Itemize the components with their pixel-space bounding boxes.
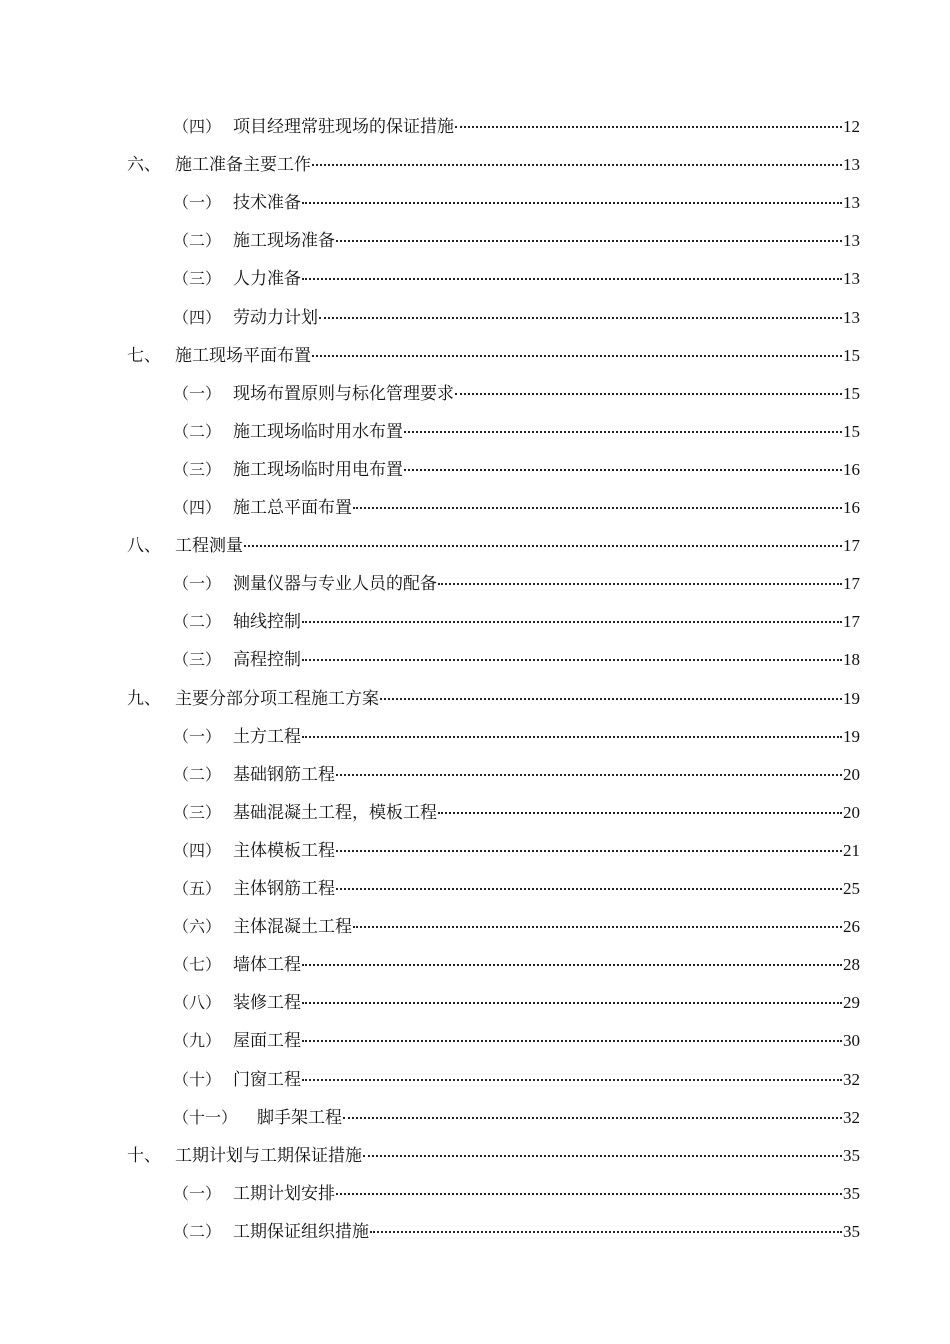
toc-entry-title: 脚手架工程 (257, 1108, 342, 1128)
toc-entry-page-number: 12 (843, 117, 860, 136)
toc-entry-number: （二） (173, 231, 222, 250)
toc-entry-page-number: 20 (843, 765, 860, 784)
toc-entry-number: 十、 (127, 1146, 161, 1166)
toc-entry-title: 墙体工程 (233, 955, 301, 975)
dot-leader (302, 1040, 842, 1042)
toc-section-entry[interactable] (173, 381, 860, 407)
toc-section-entry[interactable] (173, 266, 860, 292)
dot-leader (343, 1117, 842, 1119)
toc-section-entry[interactable] (173, 952, 860, 978)
toc-entry-page-number: 35 (843, 1184, 860, 1203)
toc-section-entry[interactable] (173, 762, 860, 788)
toc-entry-page-number: 13 (843, 193, 860, 212)
dot-leader (244, 545, 842, 547)
toc-section-entry[interactable] (173, 1067, 860, 1093)
toc-entry-page-number: 16 (843, 498, 860, 517)
toc-entry-title: 基础混凝土工程，模板工程 (233, 803, 437, 823)
dot-leader (302, 278, 842, 280)
dot-leader (302, 202, 842, 204)
toc-entry-title: 施工现场临时用电布置 (233, 460, 403, 480)
toc-entry-title: 装修工程 (233, 993, 301, 1013)
dot-leader (370, 1231, 842, 1233)
toc-entry-number: （三） (173, 803, 222, 822)
dot-leader (302, 736, 842, 738)
toc-section-entry[interactable] (173, 800, 860, 826)
toc-chapter-entry[interactable] (127, 686, 860, 712)
toc-entry-page-number: 35 (843, 1146, 860, 1165)
toc-entry-title: 高程控制 (233, 650, 301, 670)
toc-entry-title: 施工现场临时用水布置 (233, 422, 403, 442)
toc-section-entry[interactable] (173, 838, 860, 864)
toc-chapter-entry[interactable] (127, 533, 860, 559)
toc-entry-title: 施工总平面布置 (233, 498, 352, 518)
toc-section-entry[interactable] (173, 876, 860, 902)
toc-entry-page-number: 32 (843, 1070, 860, 1089)
toc-entry-title: 主要分部分项工程施工方案 (175, 689, 379, 709)
toc-entry-title: 土方工程 (233, 727, 301, 747)
toc-section-entry[interactable] (173, 114, 860, 140)
dot-leader (336, 1193, 842, 1195)
toc-section-entry[interactable] (173, 190, 860, 216)
toc-entry-page-number: 13 (843, 155, 860, 174)
toc-section-entry[interactable] (173, 1028, 860, 1054)
toc-entry-page-number: 18 (843, 650, 860, 669)
toc-section-entry[interactable] (173, 495, 860, 521)
toc-entry-title: 劳动力计划 (233, 308, 318, 328)
dot-leader (336, 774, 842, 776)
dot-leader (302, 621, 842, 623)
dot-leader (353, 926, 842, 928)
dot-leader (404, 469, 842, 471)
toc-entry-number: （四） (173, 498, 222, 517)
toc-entry-title: 施工准备主要工作 (175, 155, 311, 175)
toc-entry-title: 现场布置原则与标化管理要求 (233, 384, 454, 404)
toc-entry-number: （十） (173, 1070, 222, 1089)
dot-leader (336, 888, 842, 890)
dot-leader (336, 240, 842, 242)
dot-leader (363, 1155, 842, 1157)
toc-entry-number: （四） (173, 117, 222, 136)
toc-entry-number: （十一） (173, 1108, 238, 1127)
toc-entry-number: （三） (173, 650, 222, 669)
toc-entry-number: 七、 (127, 346, 161, 366)
toc-entry-number: （一） (173, 193, 222, 212)
toc-entry-page-number: 35 (843, 1222, 860, 1241)
toc-section-entry[interactable] (173, 1219, 860, 1245)
dot-leader (302, 964, 842, 966)
toc-chapter-entry[interactable] (127, 152, 860, 178)
toc-section-entry[interactable] (173, 724, 860, 750)
toc-entry-page-number: 29 (843, 993, 860, 1012)
toc-section-entry[interactable] (173, 419, 860, 445)
dot-leader (302, 1079, 842, 1081)
toc-entry-title: 门窗工程 (233, 1070, 301, 1090)
dot-leader (438, 812, 842, 814)
toc-entry-title: 测量仪器与专业人员的配备 (233, 574, 437, 594)
toc-entry-page-number: 16 (843, 460, 860, 479)
toc-entry-number: （三） (173, 460, 222, 479)
dot-leader (336, 850, 842, 852)
toc-entry-number: （三） (173, 269, 222, 288)
toc-entry-number: （八） (173, 993, 222, 1012)
toc-entry-title: 工程测量 (175, 536, 243, 556)
toc-entry-number: （五） (173, 879, 222, 898)
toc-entry-number: （一） (173, 574, 222, 593)
dot-leader (319, 317, 842, 319)
toc-entry-title: 屋面工程 (233, 1031, 301, 1051)
toc-section-entry[interactable] (173, 1105, 860, 1131)
toc-entry-title: 主体模板工程 (233, 841, 335, 861)
toc-entry-title: 项目经理常驻现场的保证措施 (233, 117, 454, 137)
toc-entry-page-number: 17 (843, 574, 860, 593)
toc-entry-page-number: 19 (843, 689, 860, 708)
toc-entry-title: 施工现场平面布置 (175, 346, 311, 366)
toc-entry-page-number: 32 (843, 1108, 860, 1127)
toc-entry-number: 八、 (127, 536, 161, 556)
toc-entry-number: （一） (173, 727, 222, 746)
dot-leader (312, 355, 842, 357)
toc-entry-page-number: 15 (843, 346, 860, 365)
toc-section-entry[interactable] (173, 1181, 860, 1207)
toc-entry-title: 轴线控制 (233, 612, 301, 632)
dot-leader (302, 659, 842, 661)
dot-leader (455, 126, 842, 128)
toc-entry-page-number: 17 (843, 536, 860, 555)
toc-entry-title: 技术准备 (233, 193, 301, 213)
toc-entry-title: 施工现场准备 (233, 231, 335, 251)
toc-entry-number: （二） (173, 612, 222, 631)
dot-leader (455, 393, 842, 395)
dot-leader (404, 431, 842, 433)
toc-entry-number: （四） (173, 841, 222, 860)
toc-entry-title: 工期保证组织措施 (233, 1222, 369, 1242)
toc-entry-page-number: 21 (843, 841, 860, 860)
toc-entry-page-number: 20 (843, 803, 860, 822)
toc-entry-page-number: 17 (843, 612, 860, 631)
toc-entry-page-number: 15 (843, 384, 860, 403)
toc-entry-number: （二） (173, 422, 222, 441)
dot-leader (312, 164, 842, 166)
toc-entry-page-number: 26 (843, 917, 860, 936)
dot-leader (380, 698, 842, 700)
toc-entry-number: 九、 (127, 689, 161, 709)
toc-entry-page-number: 15 (843, 422, 860, 441)
toc-chapter-entry[interactable] (127, 1143, 860, 1169)
toc-entry-number: （六） (173, 917, 222, 936)
toc-entry-page-number: 30 (843, 1031, 860, 1050)
toc-entry-number: （二） (173, 1222, 222, 1241)
toc-entry-page-number: 13 (843, 269, 860, 288)
toc-section-entry[interactable] (173, 609, 860, 635)
toc-entry-number: （七） (173, 955, 222, 974)
toc-section-entry[interactable] (173, 228, 860, 254)
toc-entry-page-number: 13 (843, 308, 860, 327)
toc-entry-page-number: 25 (843, 879, 860, 898)
toc-section-entry[interactable] (173, 647, 860, 673)
dot-leader (353, 507, 842, 509)
toc-section-entry[interactable] (173, 305, 860, 331)
toc-entry-number: （九） (173, 1031, 222, 1050)
toc-entry-title: 工期计划与工期保证措施 (175, 1146, 362, 1166)
toc-entry-title: 基础钢筋工程 (233, 765, 335, 785)
toc-section-entry[interactable] (173, 457, 860, 483)
toc-entry-page-number: 28 (843, 955, 860, 974)
toc-entry-number: 六、 (127, 155, 161, 175)
toc-section-entry[interactable] (173, 571, 860, 597)
dot-leader (302, 1002, 842, 1004)
toc-entry-page-number: 19 (843, 727, 860, 746)
toc-entry-title: 主体钢筋工程 (233, 879, 335, 899)
dot-leader (438, 583, 842, 585)
toc-entry-number: （一） (173, 1184, 222, 1203)
toc-chapter-entry[interactable] (127, 343, 860, 369)
toc-section-entry[interactable] (173, 914, 860, 940)
toc-entry-title: 主体混凝土工程 (233, 917, 352, 937)
toc-entry-number: （二） (173, 765, 222, 784)
toc-entry-title: 工期计划安排 (233, 1184, 335, 1204)
toc-entry-number: （一） (173, 384, 222, 403)
toc-section-entry[interactable] (173, 990, 860, 1016)
toc-entry-page-number: 13 (843, 231, 860, 250)
toc-entry-title: 人力准备 (233, 269, 301, 289)
toc-entry-number: （四） (173, 308, 222, 327)
